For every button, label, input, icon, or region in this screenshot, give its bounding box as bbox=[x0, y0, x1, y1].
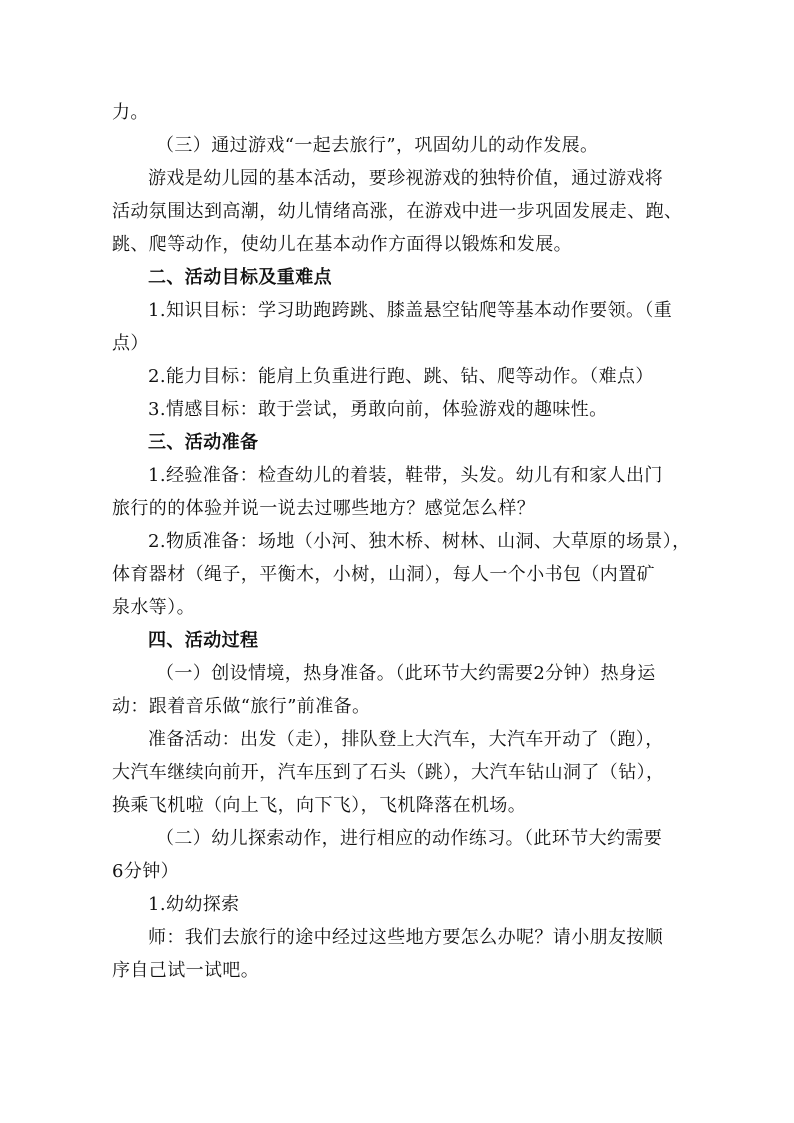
section-heading-goals: 二、活动目标及重难点 bbox=[148, 267, 332, 288]
section-heading-process: 四、活动过程 bbox=[148, 630, 259, 651]
prep-experience: 1.经验准备：检查幼儿的着装，鞋带，头发。幼儿有和家人出门 bbox=[148, 465, 663, 486]
process-step-1: （一）创设情境，热身准备。（此环节大约需要2分钟）热身运 bbox=[156, 663, 656, 684]
paragraph-line: 游戏是幼儿园的基本活动，要珍视游戏的独特价值，通过游戏将 bbox=[148, 168, 664, 189]
sub-heading-explore: 1.幼幼探索 bbox=[148, 894, 240, 915]
goal-knowledge: 1.知识目标：学习助跑跨跳、膝盖悬空钻爬等基本动作要领。（重 bbox=[148, 300, 673, 321]
document-body bbox=[112, 96, 692, 987]
teacher-line-cont: 序自己试一试吧。 bbox=[112, 960, 260, 981]
process-step-2-cont: 6分钟） bbox=[112, 861, 180, 882]
prep-material-cont: 泉水等）。 bbox=[112, 597, 195, 618]
process-step-1-cont: 动：跟着音乐做“旅行”前准备。 bbox=[112, 696, 371, 717]
teacher-line: 师：我们去旅行的途中经过这些地方要怎么办呢？请小朋友按顺 bbox=[148, 927, 664, 948]
warmup-activity-cont: 换乘飞机啦（向上飞，向下飞），飞机降落在机场。 bbox=[112, 795, 527, 816]
warmup-activity-cont: 大汽车继续向前开，汽车压到了石头（跳），大汽车钻山洞了（钻）， bbox=[112, 762, 665, 783]
prep-material-cont: 体育器材（绳子，平衡木，小树，山洞），每人一个小书包（内置矿 bbox=[112, 564, 655, 585]
paragraph-line: 活动氛围达到高潮，幼儿情绪高涨，在游戏中进一步巩固发展走、跑、 bbox=[112, 201, 683, 222]
section-heading-prep: 三、活动准备 bbox=[148, 432, 259, 453]
goal-emotion: 3.情感目标：敢于尝试，勇敢向前，体验游戏的趣味性。 bbox=[148, 399, 608, 420]
prep-experience-cont: 旅行的的体验并说一说去过哪些地方？感觉怎么样？ bbox=[112, 498, 536, 519]
section-heading-3: （三）通过游戏“一起去旅行”，巩固幼儿的动作发展。 bbox=[156, 135, 599, 156]
prep-material: 2.物质准备：场地（小河、独木桥、树林、山洞、大草原的场景）， bbox=[148, 531, 691, 552]
warmup-activity: 准备活动：出发（走），排队登上大汽车，大汽车开动了（跑）， bbox=[148, 729, 664, 750]
goal-ability: 2.能力目标：能肩上负重进行跑、跳、钻、爬等动作。（难点） bbox=[148, 366, 654, 387]
goal-knowledge-cont: 点） bbox=[112, 333, 149, 354]
process-step-2: （二）幼儿探索动作，进行相应的动作练习。（此环节大约需要 bbox=[156, 828, 663, 849]
text-line: 力。 bbox=[112, 102, 149, 123]
paragraph-line: 跳、爬等动作，使幼儿在基本动作方面得以锻炼和发展。 bbox=[112, 234, 572, 255]
